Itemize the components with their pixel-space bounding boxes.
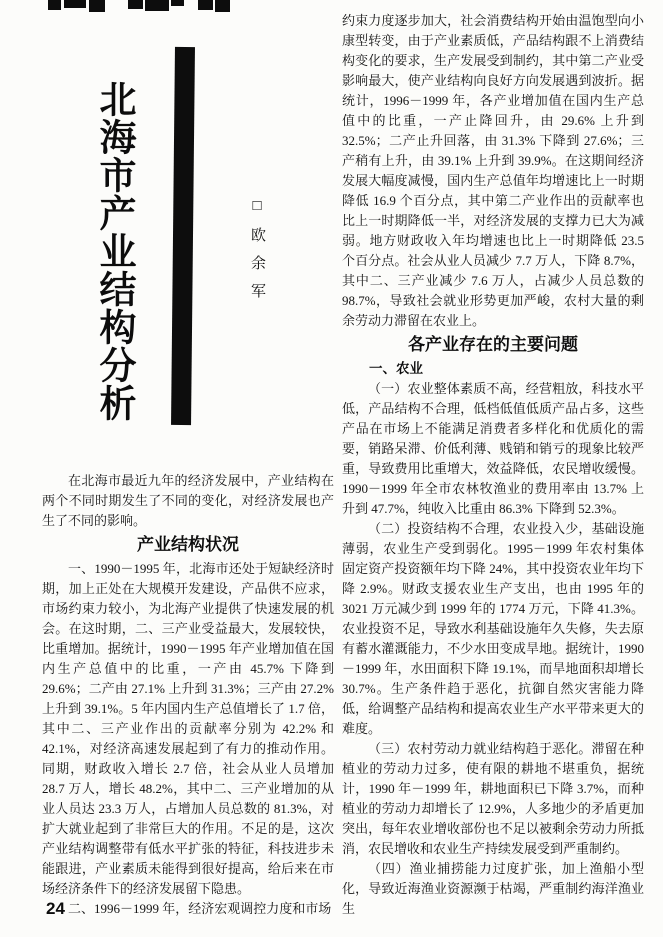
sub-heading-agriculture: 一、农业	[369, 361, 423, 376]
paragraph-problem-3: （三）农村劳动力就业结构趋于恶化。滞留在种植业的劳动力过多，使有限的耕地不堪重负，据统计，1990 年－1999 年，耕地面积已下降 3.7%，而种植业的劳动力却增长了 12.9%，人多地少的矛盾更加突出，每年农业增收部份也不足以被剩余劳动力所抵消，农民增收和农业生产持续发展受到严重制约。	[342, 741, 644, 856]
paragraph-period-1996-1999-start: 二、1996－1999 年，经济宏观调控力度和市场	[68, 901, 332, 916]
page-number: 24	[46, 899, 65, 918]
paragraph-period-1996-1999-continued: 约束力度逐步加大，社会消费结构开始由温饱型向小康型转变，由于产业素质低，产品结构跟不上消费结构变化的要求，生产发展受到制约，其中第二产业受影响最大，使产业结构向良好方向发展遇到波折。据统计，1996－1999 年，各产业增加值在国内生产总值中的比重，一产止降回升，由 29.6% 上升到 32.5%；二产止升回落，由 31.3% 下降到 27.6%；三产稍有上升，由 39.1% 上升到 39.9%。在这期间经济发展大幅度减慢，国内生产总值年均增速比上一时期降低 16.9 个百分点，其中第二产业作出的贡献率也比上一时期降低一半，对经济发展的支撑力已大为减弱。地方财政收入年均增速也比上一时期降低 23.5 个百分点。社会从业人员减少 7.7 万人，下降 8.7%，其中二、三产业减少 7.6 万人，占减少人员总数的 98.7%，导致社会就业形势更加严峻，农村大量的剩余劳动力滞留在农业上。	[342, 13, 644, 328]
paragraph-problem-4: （四）渔业捕捞能力过度扩张，加上渔船小型化，导致近海渔业资源濒于枯竭，严重制约海洋渔业生	[342, 861, 644, 916]
section-heading-main-problems: 各产业存在的主要问题	[408, 335, 578, 354]
left-column	[42, 471, 334, 916]
paragraph-problem-2: （二）投资结构不合理，农业投入少，基础设施薄弱，农业生产受到弱化。1995－1999 年农村集体固定资产投资额年均下降 24%，其中投资农业年均下降 2.9%。财政支援农业生产支出，也由 1995 年的 3021 万元减少到 1999 年的 1774 万元，下降 41.3%。农业投资不足，导致水利基础设施年久失修，失去原有蓄水灌溉能力，不少水田变成旱地。据统计，1990－1999 年，水田面积下降 19.1%，而旱地面积却增长 30.7%。生产条件趋于恶化，抗御自然灾害能力降低，给调整产品结构和提高农业生产水平带来更大的难度。	[342, 521, 644, 736]
intro-paragraph: 在北海市最近九年的经济发展中，产业结构在两个不同时期发生了不同的变化，对经济发展也产生了不同的影响。	[42, 473, 334, 528]
right-column	[342, 11, 644, 926]
author-name: □欧余军	[249, 198, 265, 311]
paragraph-problem-1: （一）农业整体素质不高，经营粗放，科技水平低，产品结构不合理，低档低值低质产品占多，这些产品在市场上不能满足消费者多样化和优质化的需要，销路呆滞、价低利薄、贱销和销亏的现象比较严重，导致费用比重增大，效益降低，农民增收缓慢。1990－1999 年全市农林牧渔业的费用率由 13.7% 上升到 47.7%，纯收入比重由 86.3% 下降到 52.3%。	[342, 381, 644, 516]
title-divider-bar	[171, 47, 195, 425]
article-title: 北海市产业结构分析	[94, 80, 135, 422]
paragraph-period-1990-1995: 一、1990－1995 年，北海市还处于短缺经济时期，加上正处在大规模开发建设，产品供不应求，市场约束力较小，为北海产业提供了快速发展的机会。在这时期，二、三产业受益最大，发展较快，比重增加。据统计，1990－1995 年产业增加值在国内生产总值中的比重，一产由 45.7% 下降到 29.6%；二产由 27.1% 上升到 31.3%；三产由 27.2% 上升到 39.1%。5 年内国内生产总值增长了 1.7 倍，其中二、三产业作出的贡献率分别为 42.2% 和 42.1%，对经济高速发展起到了有力的推动作用。同期，财政收入增长 2.7 倍，社会从业人员增加 28.7 万人，增长 48.2%，其中二、三产业增加的从业人员达 23.3 万人，占增加人员总数的 81.3%，对扩大就业起到了非常巨大的作用。不足的是，这次产业结构调整带有低水平扩张的特征，科技进步未能跟进，产业素质未能得到很好提高，给后来在市场经济条件下的经济发展留下隐患。	[42, 561, 334, 896]
cropped-header-marks	[38, 0, 238, 16]
section-heading-industry-structure: 产业结构状况	[137, 535, 239, 554]
